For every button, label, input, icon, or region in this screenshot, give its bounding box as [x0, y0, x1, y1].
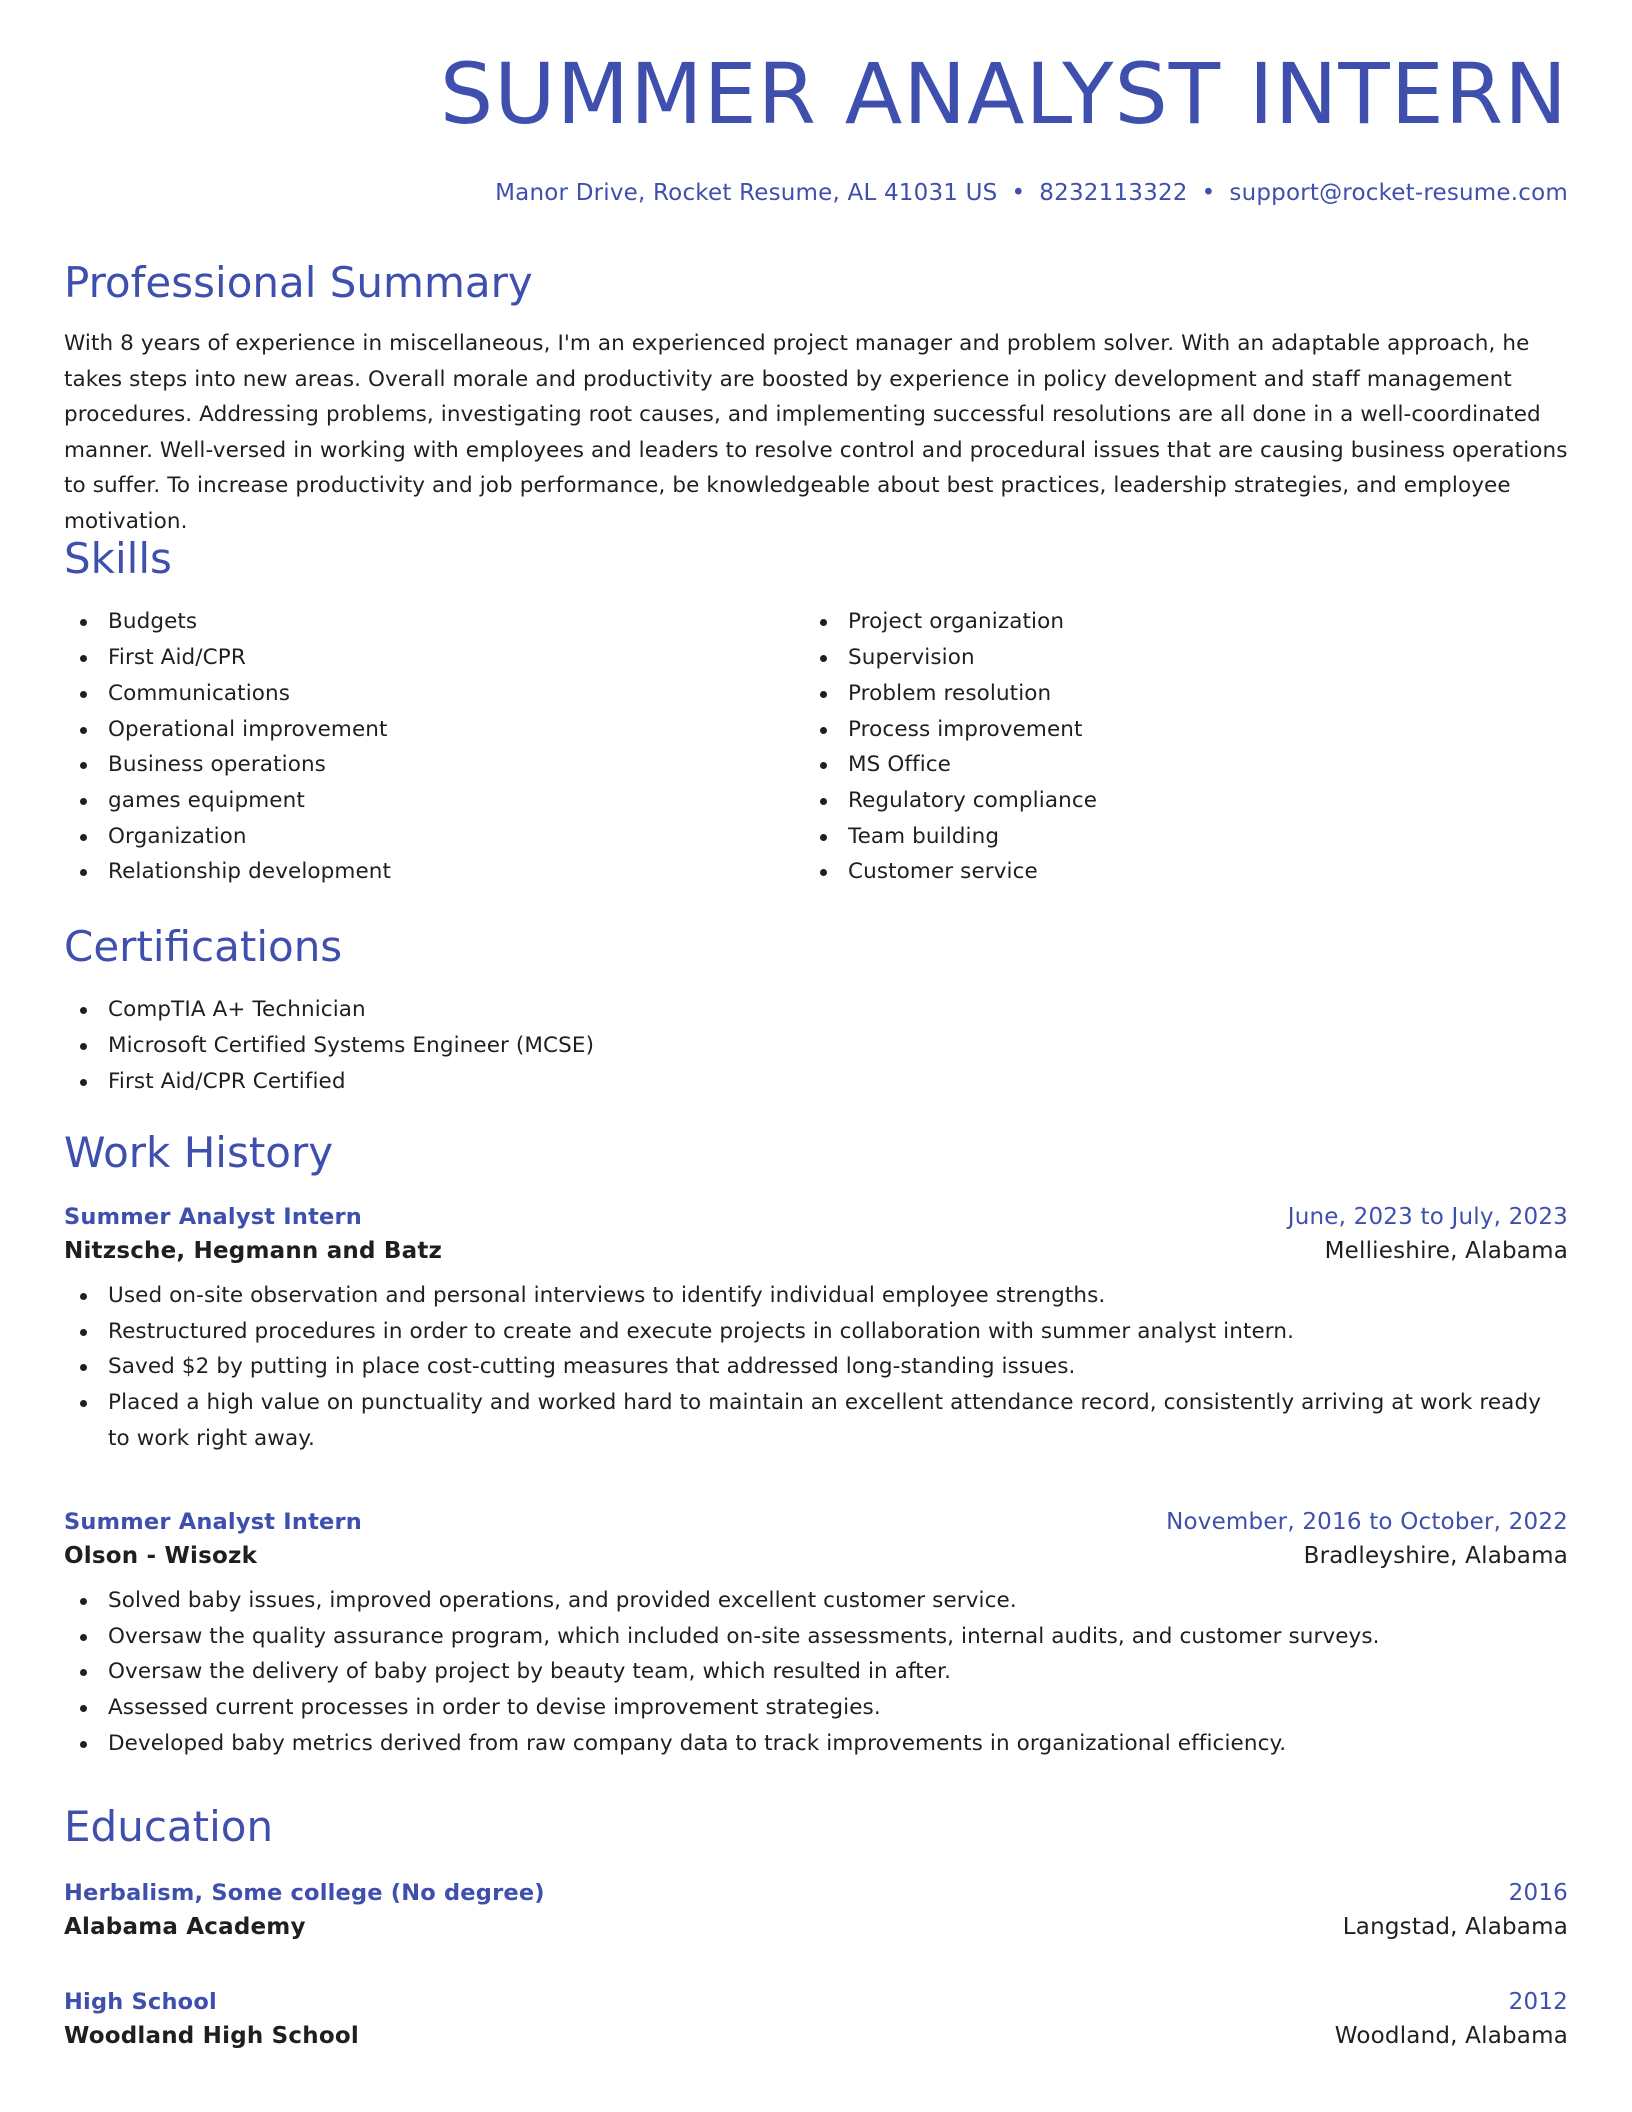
- summary-section: [64, 258, 1568, 539]
- education-degree: High School: [64, 1989, 217, 2015]
- job-dates: November, 2016 to October, 2022: [1166, 1509, 1568, 1535]
- job-entry: [64, 1509, 1568, 1762]
- job-employer: Nitzsche, Hegmann and Batz: [64, 1238, 443, 1264]
- skill-item: First Aid/CPR: [64, 640, 804, 676]
- education-heading: Education: [64, 1802, 274, 1851]
- education-school-row: [64, 1914, 1568, 1940]
- skill-item: MS Office: [804, 747, 1544, 783]
- job-bullet: Developed baby metrics derived from raw company data to track improvements in organizational efficiency.: [64, 1726, 1568, 1762]
- education-school-row: [64, 2023, 1568, 2049]
- skill-item: games equipment: [64, 783, 804, 819]
- job-bullet: Solved baby issues, improved operations, and provided excellent customer service.: [64, 1583, 1568, 1619]
- certifications-list: [64, 992, 1568, 1099]
- work-history-heading: Work History: [64, 1128, 334, 1177]
- skills-list-right: [804, 604, 1544, 890]
- skill-item: Communications: [64, 676, 804, 712]
- job-bullet: Oversaw the quality assurance program, which included on-site assessments, internal audits, and customer surveys.: [64, 1619, 1568, 1655]
- skill-item: Relationship development: [64, 854, 804, 890]
- skill-item: Project organization: [804, 604, 1544, 640]
- education-degree-row: [64, 1880, 1568, 1906]
- job-bullet: Assessed current processes in order to devise improvement strategies.: [64, 1690, 1568, 1726]
- education-section: [64, 1802, 1568, 1852]
- skills-section: [64, 534, 1568, 890]
- education-school: Alabama Academy: [64, 1914, 306, 1940]
- job-bullets: [64, 1583, 1568, 1762]
- education-degree: Herbalism, Some college (No degree): [64, 1880, 545, 1906]
- job-bullets: [64, 1278, 1568, 1457]
- education-location: Woodland, Alabama: [1334, 2023, 1568, 2049]
- resume-header: [64, 0, 1568, 206]
- separator-dot: •: [1011, 180, 1026, 206]
- job-title: Summer Analyst Intern: [64, 1204, 362, 1230]
- job-bullet: Saved $2 by putting in place cost-cutting measures that addressed long-standing issues.: [64, 1349, 1568, 1385]
- candidate-name: SUMMER ANALYST INTERN: [439, 45, 1568, 143]
- certifications-section: [64, 922, 1568, 1100]
- skill-item: Budgets: [64, 604, 804, 640]
- certification-item: First Aid/CPR Certified: [64, 1064, 1568, 1100]
- contact-email[interactable]: support@rocket-resume.com: [1229, 180, 1568, 206]
- skill-item: Regulatory compliance: [804, 783, 1544, 819]
- contact-phone: 8232113322: [1039, 180, 1188, 206]
- job-bullet: Oversaw the delivery of baby project by beauty team, which resulted in after.: [64, 1654, 1568, 1690]
- job-title-row: [64, 1204, 1568, 1230]
- education-entry: [64, 1880, 1568, 1940]
- separator-dot: •: [1201, 180, 1216, 206]
- education-school: Woodland High School: [64, 2023, 359, 2049]
- job-employer-row: [64, 1238, 1568, 1264]
- certification-item: CompTIA A+ Technician: [64, 992, 1568, 1028]
- skill-item: Problem resolution: [804, 676, 1544, 712]
- job-bullet: Placed a high value on punctuality and worked hard to maintain an excellent attendance record, consistently arriving at work ready to work right away.: [64, 1385, 1568, 1456]
- skill-item: Operational improvement: [64, 712, 804, 748]
- job-location: Bradleyshire, Alabama: [1303, 1543, 1568, 1569]
- job-employer-row: [64, 1543, 1568, 1569]
- skill-item: Customer service: [804, 854, 1544, 890]
- skill-item: Organization: [64, 819, 804, 855]
- education-location: Langstad, Alabama: [1342, 1914, 1568, 1940]
- job-dates: June, 2023 to July, 2023: [1287, 1204, 1568, 1230]
- education-year: 2016: [1508, 1880, 1568, 1906]
- education-degree-row: [64, 1989, 1568, 2015]
- work-history-section: [64, 1128, 1568, 1178]
- skill-item: Business operations: [64, 747, 804, 783]
- job-bullet: Used on-site observation and personal interviews to identify individual employee strengths.: [64, 1278, 1568, 1314]
- contact-line: [64, 180, 1568, 206]
- skill-item: Process improvement: [804, 712, 1544, 748]
- education-entry: [64, 1989, 1568, 2049]
- skill-item: Supervision: [804, 640, 1544, 676]
- job-title-row: [64, 1509, 1568, 1535]
- contact-address: Manor Drive, Rocket Resume, AL 41031 US: [495, 180, 998, 206]
- summary-text: With 8 years of experience in miscellaneous, I'm an experienced project manager and problem solver. With an adaptable approach, he takes steps into new areas. Overall morale and productivity are boosted by experience in policy development and staff management procedures. Addressing problems, investigating root causes, and implementing successful resolutions are all done in a well-coordinated manner. Well-versed in working with employees and leaders to resolve control and procedural issues that are causing business operations to suffer. To increase productivity and job performance, be knowledgeable about best practices, leadership strategies, and employee motivation.: [64, 331, 1568, 534]
- certification-item: Microsoft Certified Systems Engineer (MCSE): [64, 1028, 1568, 1064]
- job-title: Summer Analyst Intern: [64, 1509, 362, 1535]
- job-entry: [64, 1204, 1568, 1457]
- skill-item: Team building: [804, 819, 1544, 855]
- skills-list-left: [64, 604, 804, 890]
- skills-heading: Skills: [64, 534, 172, 583]
- summary-heading: Professional Summary: [64, 258, 533, 307]
- job-bullet: Restructured procedures in order to create and execute projects in collaboration with summer analyst intern.: [64, 1314, 1568, 1350]
- job-employer: Olson - Wisozk: [64, 1543, 258, 1569]
- certifications-heading: Certifications: [64, 922, 343, 971]
- job-location: Mellieshire, Alabama: [1324, 1238, 1568, 1264]
- education-year: 2012: [1508, 1989, 1568, 2015]
- skills-columns: [64, 604, 1568, 890]
